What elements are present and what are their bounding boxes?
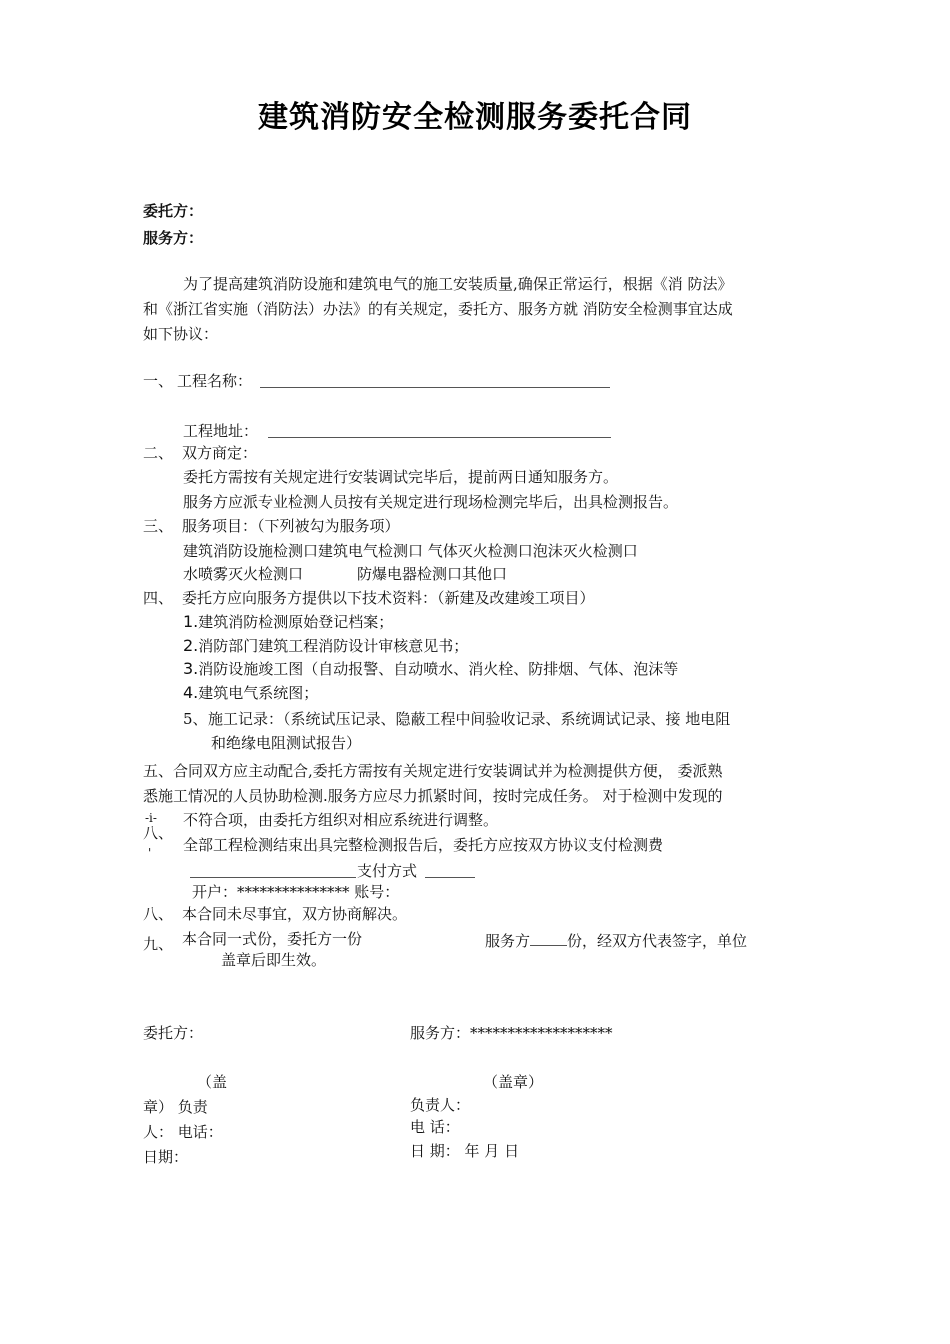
section-2-heading: 双方商定： [182, 444, 258, 462]
section-3-number: 三、 [143, 517, 174, 535]
section-3-heading: 服务项目：（下列被勾为服务项） [182, 517, 400, 535]
client-date-label: 日期： [143, 1148, 189, 1166]
section-9-line-1b: 服务方 份，经双方代表签字，单位 [485, 932, 748, 950]
section-6-mark-bottom: ' [148, 846, 152, 860]
service-items-line-1: 建筑消防设施检测口建筑电气检测口 气体灭火检测口泡沫灭火检测口 [183, 542, 638, 560]
project-name-field[interactable] [260, 373, 610, 388]
signature-client-label: 委托方： [143, 1024, 204, 1042]
intro-line-2: 和《浙江省实施（消防法）办法》的有关规定，委托方、服务方就 消防安全检测事宜达成 [143, 300, 733, 318]
bank-account-line: 开户：*************** 账号： [192, 883, 400, 901]
document-title: 建筑消防安全检测服务委托合同 [258, 100, 692, 135]
provider-copies-field[interactable] [530, 931, 567, 946]
section-1-number: 一、 [143, 372, 174, 390]
section-2-number: 二、 [143, 444, 174, 462]
client-person-label: 人： 电话： [143, 1123, 223, 1141]
payment-method-field[interactable] [425, 863, 475, 878]
signature-provider-label: 服务方：******************* [410, 1024, 613, 1042]
provider-date-label: 日 期： 年 月 日 [410, 1142, 520, 1160]
payment-amount-field[interactable] [190, 863, 356, 878]
section-2-line-1: 委托方需按有关规定进行安装调试完毕后，提前两日通知服务方。 [183, 468, 619, 486]
tech-doc-item-5-line-1: 施工记录：（系统试压记录、隐蔽工程中间验收记录、系统调试记录、接 地电阻 [208, 710, 731, 728]
section-5-line-2: 悉施工情况的人员协助检测.服务方应尽力抓紧时间，按时完成任务。 对于检测中发现的 [143, 787, 723, 805]
tech-doc-item-5-line-2: 和绝缘电阻测试报告） [211, 734, 362, 752]
tech-doc-item-2: 2.消防部门建筑工程消防设计审核意见书； [183, 636, 469, 655]
provider-seal-text: （盖章） [483, 1073, 544, 1091]
tech-doc-item-3: 3.消防设施竣工图（自动报警、自动喷水、消火栓、防排烟、气体、泡沫等 [183, 659, 679, 678]
project-name-label: 工程名称： [177, 372, 253, 390]
section-2-line-2: 服务方应派专业检测人员按有关规定进行现场检测完毕后，出具检测报告。 [183, 493, 679, 511]
section-5-line-1: 五、合同双方应主动配合,委托方需按有关规定进行安装调试并为检测提供方便， 委派熟 [143, 762, 723, 780]
intro-line-1: 为了提高建筑消防设施和建筑电气的施工安装质量,确保正常运行，根据《消 防法》 [183, 275, 733, 293]
section-6-mark-top: -i- [145, 811, 157, 825]
service-items-line-2b: 防爆电器检测口其他口 [357, 565, 508, 583]
project-address-field[interactable] [268, 423, 611, 438]
section-8-text: 本合同未尽事宜，双方协商解决。 [182, 905, 408, 923]
section-9-line-2: 盖章后即生效。 [221, 951, 327, 969]
section-6-number: 八、 [143, 824, 174, 842]
section-4-number: 四、 [143, 589, 174, 607]
intro-line-3: 如下协议： [143, 325, 219, 343]
section-9-line-1a: 本合同一式份，委托方一份 [182, 930, 363, 948]
payment-line-1: 全部工程检测结束出具完整检测报告后，委托方应按双方协议支付检测费 [183, 836, 664, 854]
client-party-label: 委托方： [143, 202, 204, 220]
tech-doc-item-5-number: 5、 [183, 710, 208, 728]
service-items-line-2a: 水喷雾灭火检测口 [183, 565, 304, 583]
provider-person-label: 负责人： [410, 1096, 471, 1114]
provider-phone-label: 电 话： [410, 1118, 460, 1136]
project-address-label: 工程地址： [183, 422, 259, 440]
client-seal-text-a: （盖 [197, 1073, 228, 1091]
tech-doc-item-1: 1.建筑消防检测原始登记档案； [183, 612, 394, 631]
payment-method-label: 支付方式 [357, 862, 418, 880]
client-seal-text-b: 章） 负责 [143, 1098, 208, 1116]
section-4-heading: 委托方应向服务方提供以下技术资料：（新建及改建竣工项目） [182, 589, 595, 607]
section-9-number: 九、 [143, 935, 174, 953]
section-5-line-3: 不符合项，由委托方组织对相应系统进行调整。 [183, 811, 499, 829]
tech-doc-item-4: 4.建筑电气系统图； [183, 683, 319, 702]
section-8-number: 八、 [143, 905, 174, 923]
provider-party-label: 服务方： [143, 229, 204, 247]
